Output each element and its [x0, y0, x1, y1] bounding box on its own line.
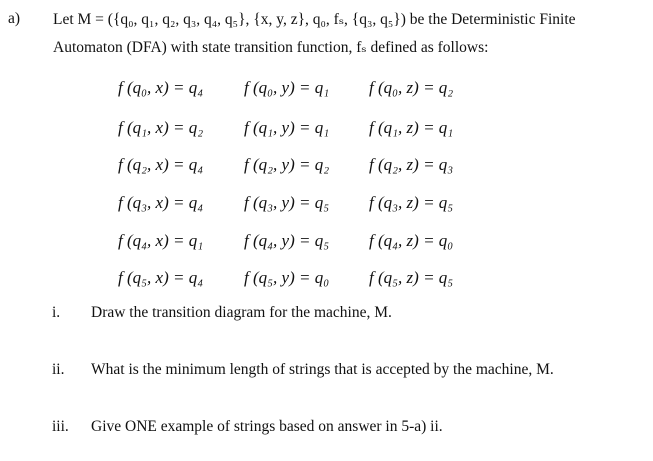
transition-cell: f (q₀, x) = q₄	[118, 78, 204, 97]
part-label: a)	[8, 10, 21, 27]
transition-cell: f (q₄, z) = q₀	[369, 231, 454, 250]
transition-cell: f (q₃, y) = q₅	[244, 193, 330, 212]
transition-cell: f (q₄, y) = q₅	[244, 231, 330, 250]
question-number: ii.	[52, 361, 65, 378]
intro-line-2: Automaton (DFA) with state transition function, fₛ defined as follows:	[53, 39, 489, 56]
transition-cell: f (q₃, x) = q₄	[118, 193, 204, 212]
transition-cell: f (q₂, x) = q₄	[118, 155, 204, 174]
transition-cell: f (q₃, z) = q₅	[369, 193, 454, 212]
question-text: Give ONE example of strings based on answer in 5-a) ii.	[91, 418, 443, 435]
transition-cell: f (q₀, y) = q₁	[244, 78, 330, 97]
transition-cell: f (q₁, y) = q₁	[244, 118, 330, 137]
transition-cell: f (q₀, z) = q₂	[369, 78, 454, 97]
transition-cell: f (q₂, z) = q₃	[369, 155, 454, 174]
transition-cell: f (q₂, y) = q₂	[244, 155, 330, 174]
transition-cell: f (q₅, z) = q₅	[369, 268, 454, 287]
transition-cell: f (q₅, x) = q₄	[118, 268, 204, 287]
question-number: iii.	[52, 418, 69, 435]
question-text: Draw the transition diagram for the machine, M.	[91, 304, 392, 321]
intro-line-1: Let M = ({q₀, q₁, q₂, q₃, q₄, q₅}, {x, y, z}, q₀, fₛ, {q₃, q₅}) be the Deterministic Finite	[53, 11, 576, 28]
question-number: i.	[52, 304, 61, 321]
transition-cell: f (q₁, z) = q₁	[369, 118, 454, 137]
transition-cell: f (q₁, x) = q₂	[118, 118, 204, 137]
question-text: What is the minimum length of strings that is accepted by the machine, M.	[91, 361, 554, 378]
transition-cell: f (q₅, y) = q₀	[244, 268, 330, 287]
transition-cell: f (q₄, x) = q₁	[118, 231, 204, 250]
